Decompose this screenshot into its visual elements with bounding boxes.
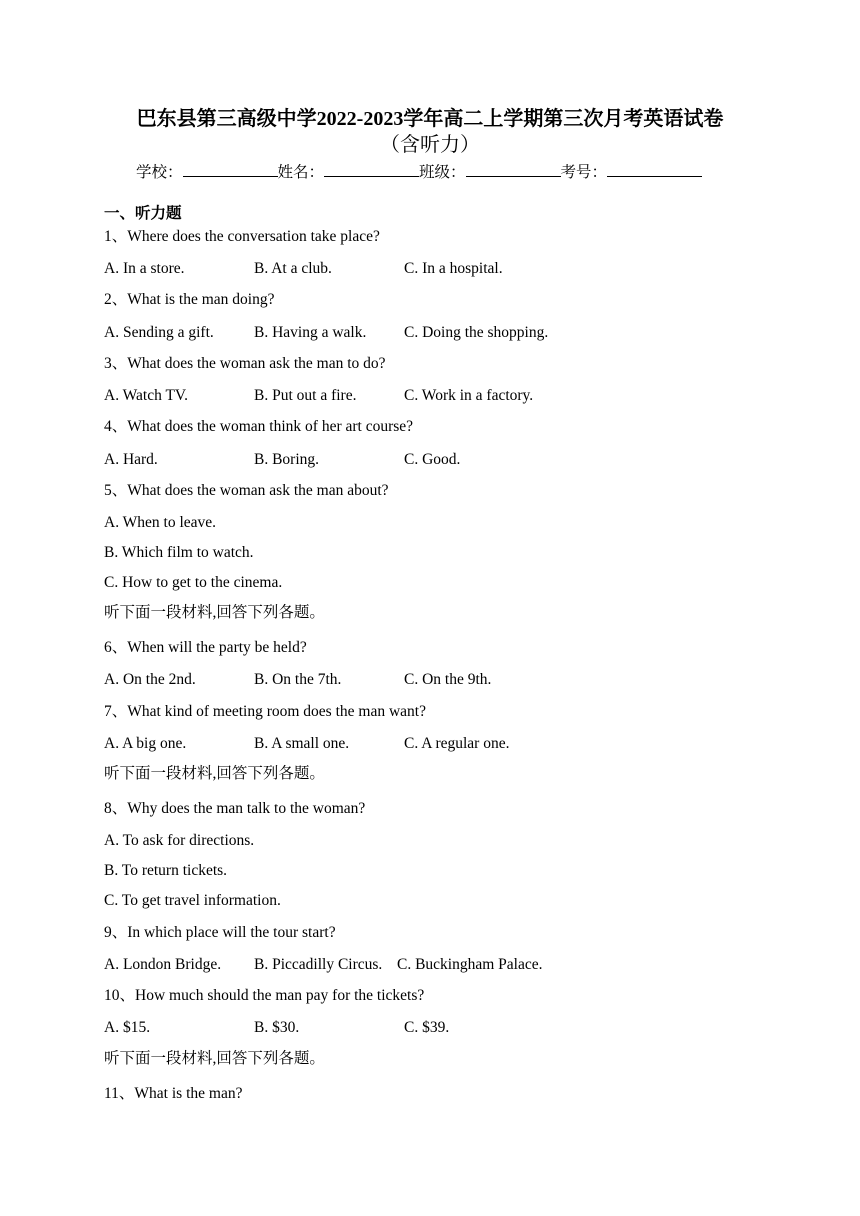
option-b: B. Having a walk. [254,324,367,341]
option-b: B. To return tickets. [104,862,228,879]
option-a: A. When to leave. [104,514,217,531]
option-b: B. Piccadilly Circus. [254,956,383,973]
section-heading: 一、听力题 [104,205,182,222]
class-label: 班级： [419,164,466,181]
option-c: C. Work in a factory. [404,387,534,404]
option-b: B. On the 7th. [254,671,342,688]
question-stem: 2、What is the man doing? [104,291,275,308]
option-b: B. At a club. [254,260,332,277]
name-label: 姓名： [277,164,325,181]
option-a: A. Hard. [104,451,158,468]
school-label: 学校： [136,164,183,181]
option-b: B. Which film to watch. [104,544,254,561]
listening-instruction: 听下面一段材料,回答下列各题。 [104,765,325,782]
question-stem: 10、How much should the man pay for the tickets? [104,987,425,1004]
option-b: B. Put out a fire. [254,387,357,404]
question-stem: 4、What does the woman think of her art course? [104,418,414,435]
question-stem: 1、Where does the conversation take place? [104,228,380,245]
school-blank [183,161,278,177]
question-stem: 7、What kind of meeting room does the man want? [104,703,426,720]
exam-no-label: 考号： [560,164,608,181]
option-a: A. $15. [104,1019,151,1036]
option-c: C. A regular one. [404,735,510,752]
question-stem: 9、In which place will the tour start? [104,924,336,941]
option-a: A. To ask for directions. [104,832,255,849]
option-c: C. How to get to the cinema. [104,574,283,591]
option-c: C. To get travel information. [104,892,281,909]
question-stem: 8、Why does the man talk to the woman? [104,800,366,817]
question-stem: 11、What is the man? [104,1085,243,1102]
option-c: C. Doing the shopping. [404,324,549,341]
question-stem: 5、What does the woman ask the man about? [104,482,389,499]
option-a: A. On the 2nd. [104,671,196,688]
option-c: C. Good. [404,451,461,468]
name-blank [324,161,419,177]
exam-no-blank [607,161,702,177]
option-a: A. Watch TV. [104,387,189,404]
listening-instruction: 听下面一段材料,回答下列各题。 [104,604,325,621]
class-blank [466,161,561,177]
listening-instruction: 听下面一段材料,回答下列各题。 [104,1050,325,1067]
option-c: C. Buckingham Palace. [397,956,543,973]
option-c: C. $39. [404,1019,450,1036]
option-b: B. Boring. [254,451,320,468]
student-info-line [136,161,702,184]
option-b: B. A small one. [254,735,350,752]
option-c: C. In a hospital. [404,260,503,277]
option-a: A. Sending a gift. [104,324,214,341]
option-c: C. On the 9th. [404,671,492,688]
option-a: A. London Bridge. [104,956,222,973]
option-b: B. $30. [254,1019,300,1036]
option-a: A. In a store. [104,260,185,277]
question-stem: 6、When will the party be held? [104,639,307,656]
option-a: A. A big one. [104,735,187,752]
exam-subtitle: （含听力） [380,134,480,156]
exam-title: 巴东县第三高级中学2022-2023学年高二上学期第三次月考英语试卷 [136,108,724,130]
question-stem: 3、What does the woman ask the man to do? [104,355,386,372]
